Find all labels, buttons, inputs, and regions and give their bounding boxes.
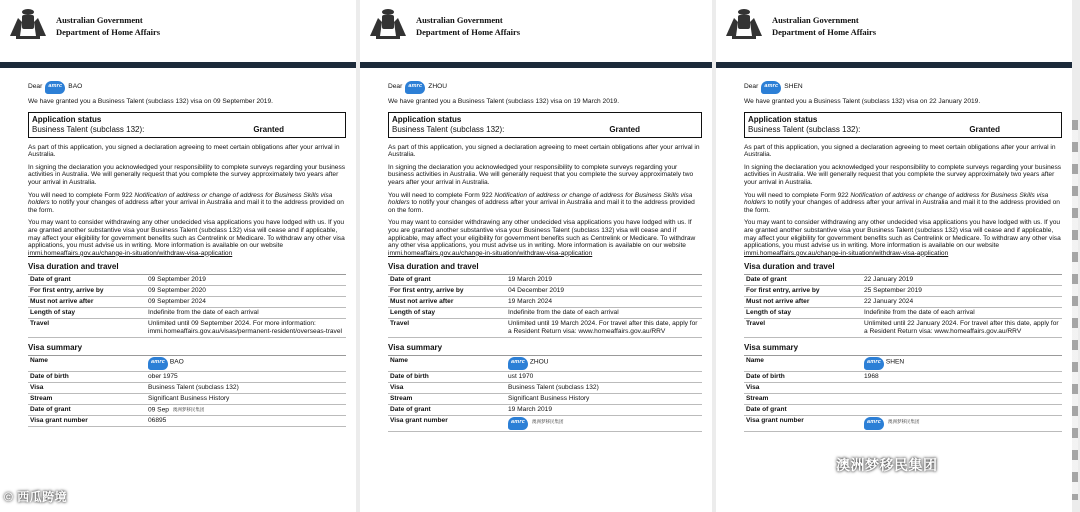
status-value: Granted [969,124,1000,134]
label-visa: Visa [390,383,404,391]
label-stream: Stream [30,394,53,402]
value-summary-date [862,405,1062,415]
section-summary-title: Visa summary [28,342,83,352]
header-band [0,62,356,68]
label-must-not-arrive: Must not arrive after [746,298,810,306]
table-row [744,308,1062,319]
value-travel: Unlimited until 22 January 2024. For travel after this date, apply for a Resident Return visa: www.homeaffairs.gov.au/RRV [864,320,1059,335]
value-date-of-grant: 09 September 2019 [148,276,206,284]
paragraph-form-922 [388,192,702,215]
government-name [56,14,160,38]
form-text-post: to notify your changes of address after your arrival in Australia and mail it to the address provided on the form. [388,199,695,214]
label-visa: Visa [746,383,760,391]
gov-line-1: Australian Government [56,15,143,25]
label-grant-number: Visa grant number [746,416,804,424]
value-visa: Business Talent (subclass 132) [148,383,239,391]
header-band [716,62,1072,68]
gov-line-2: Department of Home Affairs [772,27,877,37]
value-date-of-grant: 19 March 2019 [508,276,552,284]
grant-sentence: We have granted you a Business Talent (subclass 132) visa on 09 September 2019. [28,98,273,105]
label-grant-number: Visa grant number [390,416,448,424]
table-row [744,394,1062,405]
label-date-of-grant: Date of grant [746,276,787,284]
table-row [388,275,702,286]
paragraph-form-922 [28,192,346,215]
value-travel: Unlimited until 19 March 2024. For travel after this date, apply for a Resident Return visa: www.homeaffairs.gov.au/RRV [508,320,698,335]
edge-scan-artifact [1072,120,1078,500]
section-duration-title: Visa duration and travel [388,262,479,272]
amrc-badge-icon: amrc [508,357,528,370]
table-row [388,308,702,319]
paragraph-declaration: As part of this application, you signed a declaration agreeing to meet certain obligations after your arrival in Australia. [388,143,700,159]
dear-label: Dear [744,83,759,91]
label-dob: Date of birth [30,372,69,380]
amrc-badge-icon: amrc [864,417,884,430]
withdraw-text: You may want to consider withdrawing any other undecided visa applications you have lodged with us. If you are granted another substantive visa your Business Talent (subclass 132) visa will cease and if applicable, may affect your eligibility for government benefits such as Centrelink or Medicare. To withdraw any other visa applications, you must advise us in writing. More information is available on our website [388,219,696,250]
summary-name: ZHOU [529,358,549,366]
summary-table [388,355,702,432]
letter-header [0,0,356,62]
value-stream [862,394,1062,404]
dear-label: Dear [28,83,43,91]
label-dob: Date of birth [746,372,785,380]
value-visa: Business Talent (subclass 132) [508,383,599,391]
label-must-not-arrive: Must not arrive after [390,298,454,306]
coat-of-arms-icon [6,6,50,42]
summary-name: SHEN [885,358,905,366]
table-row [744,319,1062,337]
salutation [388,78,702,96]
label-name: Name [390,356,408,364]
form-title: Notification of address or change of address for Business Skills visa holders [388,191,693,207]
grant-letter-3 [716,0,1072,512]
form-text-pre: You will need to complete Form 922 [388,191,495,199]
duration-table [388,274,702,337]
value-first-entry: 04 December 2019 [508,287,565,295]
value-stream: Significant Business History [148,394,230,402]
status-value: Granted [609,124,640,134]
value-grant-number: 06895 [148,416,167,424]
label-name: Name [746,356,764,364]
table-row [388,416,702,432]
paragraph-declaration: As part of this application, you signed a declaration agreeing to meet certain obligations after your arrival in Australia. [744,143,1056,159]
table-row [388,286,702,297]
paragraph-survey: In signing the declaration you acknowledged your responsibility to complete surveys regarding your business activities in Australia. We will generally request that you complete the survey approximately two years after your arrival in Australia. [28,163,346,186]
value-dob: 1968 [864,372,879,380]
value-summary-date [146,405,346,415]
summary-table [28,355,346,427]
table-row [28,286,346,297]
withdraw-text: You may want to consider withdrawing any other undecided visa applications you have lodged with us. If you are granted another substantive visa your Business Talent (subclass 132) visa will cease and if applicable, may affect your eligibility for government benefits such as Centrelink or Medicare. To withdraw any other visa applications, you must advise us in writing. More information is available on our website [28,219,345,250]
grant-letter-1 [0,0,356,512]
status-label: Business Talent (subclass 132): [748,124,861,134]
value-name [506,356,702,371]
form-title: Notification of address or change of address for Business Skills visa holders [744,191,1049,207]
amrc-badge-icon: amrc [761,81,781,94]
label-name: Name [30,356,48,364]
table-row [388,319,702,337]
duration-table [28,274,346,337]
status-label: Business Talent (subclass 132): [32,124,145,134]
status-title: Application status [392,114,462,124]
withdraw-text: You may want to consider withdrawing any other undecided visa applications you have lodged with us. If you are granted another substantive visa your Business Talent (subclass 132) visa will cease and if applicable, may affect your eligibility for government benefits such as Centrelink or Medicare. To withdraw any other visa applications, you must advise us in writing. More information is available on our website [744,219,1061,250]
table-row [388,297,702,308]
paragraph-withdraw [28,219,346,257]
letter-header [360,0,712,62]
table-row [28,383,346,394]
table-row [744,275,1062,286]
coat-of-arms-icon [722,6,766,42]
table-row [388,383,702,394]
paragraph-form-922 [744,192,1062,215]
letter-body [28,78,346,427]
table-row [388,405,702,416]
label-length-of-stay: Length of stay [390,309,436,317]
value-grant-number [506,416,702,431]
label-first-entry: For first entry, arrive by [30,287,104,295]
value-length-of-stay: Indefinite from the date of each arrival [508,309,619,317]
value-name [862,356,1062,371]
gov-line-2: Department of Home Affairs [56,27,161,37]
paragraph-survey: In signing the declaration you acknowledged your responsibility to complete surveys regarding your business activities in Australia. We will generally request that you complete the survey approximately two years after your arrival in Australia. [744,163,1062,186]
table-row [744,286,1062,297]
section-summary-title: Visa summary [744,342,799,352]
value-dob: ober 1975 [148,372,178,380]
duration-table [744,274,1062,337]
label-first-entry: For first entry, arrive by [390,287,464,295]
form-text-post: to notify your changes of address after your arrival in Australia and mail it to the address provided on the form. [744,199,1060,214]
section-duration-title: Visa duration and travel [28,262,119,272]
label-summary-date: Date of grant [390,405,431,413]
withdraw-link[interactable]: immi.homeaffairs.gov.au/change-in-situation/withdraw-visa-application [388,249,593,257]
salutation [28,78,346,96]
label-grant-number: Visa grant number [30,416,88,424]
label-summary-date: Date of grant [746,405,787,413]
form-title: Notification of address or change of address for Business Skills visa holders [28,191,333,207]
summary-date: 09 Sep [148,406,169,414]
table-row [744,297,1062,308]
value-travel: Unlimited until 09 September 2024. For more information: immi.homeaffairs.gov.au/visas/permanent-resident/overseas-travel [148,320,342,335]
value-must-not-arrive: 19 March 2024 [508,298,552,306]
grant-sentence: We have granted you a Business Talent (subclass 132) visa on 19 March 2019. [388,98,620,105]
value-name [146,356,346,371]
amrc-badge-icon: amrc [864,357,884,370]
status-title: Application status [748,114,818,124]
government-name [416,14,520,38]
table-row [744,416,1062,432]
status-title: Application status [32,114,102,124]
table-row [744,383,1062,394]
recipient-name: ZHOU [428,83,447,91]
value-summary-date: 19 March 2019 [508,405,552,413]
grant-sentence: We have granted you a Business Talent (subclass 132) visa on 22 January 2019. [744,98,981,105]
watermark-right: 澳洲梦移民集团 [836,457,938,473]
paragraph-withdraw [744,219,1062,257]
amrc-badge-icon: amrc [508,417,528,430]
dear-label: Dear [388,83,403,91]
table-row [28,416,346,427]
value-must-not-arrive: 22 January 2024 [864,298,914,306]
coat-of-arms-icon [366,6,410,42]
summary-table [744,355,1062,432]
value-grant-number [862,416,1062,431]
value-first-entry: 09 September 2020 [148,287,206,295]
section-summary-title: Visa summary [388,342,443,352]
table-row [388,394,702,405]
value-must-not-arrive: 09 September 2024 [148,298,206,306]
label-visa: Visa [30,383,44,391]
letter-body [744,78,1062,432]
label-length-of-stay: Length of stay [746,309,792,317]
value-date-of-grant: 22 January 2019 [864,276,914,284]
table-row [744,405,1062,416]
paragraph-declaration: As part of this application, you signed a declaration agreeing to meet certain obligations after your arrival in Australia. [28,143,340,159]
label-date-of-grant: Date of grant [30,276,71,284]
status-label: Business Talent (subclass 132): [392,124,505,134]
letter-header [716,0,1072,62]
table-row [28,275,346,286]
table-row [28,394,346,405]
table-row [388,372,702,383]
label-travel: Travel [746,320,766,328]
withdraw-link[interactable]: immi.homeaffairs.gov.au/change-in-situation/withdraw-visa-application [28,249,233,257]
salutation [744,78,1062,96]
label-length-of-stay: Length of stay [30,309,76,317]
table-row [28,372,346,383]
status-value: Granted [253,124,284,134]
table-row [28,356,346,372]
label-dob: Date of birth [390,372,429,380]
amrc-badge-icon: amrc [148,357,168,370]
value-dob: ust 1970 [508,372,534,380]
label-stream: Stream [746,394,769,402]
recipient-name: SHEN [784,83,803,91]
application-status-box [744,112,1062,138]
table-row [28,319,346,337]
application-status-box [388,112,702,138]
withdraw-link[interactable]: immi.homeaffairs.gov.au/change-in-situation/withdraw-visa-application [744,249,949,257]
grant-letter-2 [360,0,712,512]
form-text-pre: You will need to complete Form 922 [744,191,851,199]
letter-body [388,78,702,432]
form-text-pre: You will need to complete Form 922 [28,191,135,199]
value-stream: Significant Business History [508,394,590,402]
summary-name: BAO [169,358,184,366]
table-row [28,405,346,416]
table-row [744,372,1062,383]
amrc-badge-icon: amrc [405,81,425,94]
header-band [360,62,712,68]
paragraph-survey: In signing the declaration you acknowledged your responsibility to complete surveys regarding your business activities in Australia. We will generally request that you complete the survey approximately two years after your arrival in Australia. [388,163,694,186]
label-first-entry: For first entry, arrive by [746,287,820,295]
value-first-entry: 25 September 2019 [864,287,922,295]
value-visa [862,383,1062,393]
gov-line-1: Australian Government [416,15,503,25]
value-length-of-stay: Indefinite from the date of each arrival [148,309,259,317]
table-row [28,308,346,319]
company-seal: 澳洲梦移民集团 [172,406,205,412]
table-row [28,297,346,308]
label-travel: Travel [30,320,50,328]
table-row [744,356,1062,372]
amrc-badge-icon: amrc [45,81,65,94]
label-stream: Stream [390,394,413,402]
section-duration-title: Visa duration and travel [744,262,835,272]
form-text-post: to notify your changes of address after your arrival in Australia and mail it to the address provided on the form. [28,199,344,214]
label-must-not-arrive: Must not arrive after [30,298,94,306]
gov-line-2: Department of Home Affairs [416,27,521,37]
application-status-box [28,112,346,138]
label-date-of-grant: Date of grant [390,276,431,284]
value-length-of-stay: Indefinite from the date of each arrival [864,309,975,317]
company-seal: 澳洲梦移民集团 [888,418,920,424]
company-seal: 澳洲梦移民集团 [532,418,564,424]
paragraph-withdraw [388,219,702,257]
recipient-name: BAO [68,83,83,91]
watermark-left: © 西瓜跨境 [4,490,68,504]
label-travel: Travel [390,320,410,328]
table-row [388,356,702,372]
label-summary-date: Date of grant [30,405,71,413]
government-name [772,14,876,38]
gov-line-1: Australian Government [772,15,859,25]
